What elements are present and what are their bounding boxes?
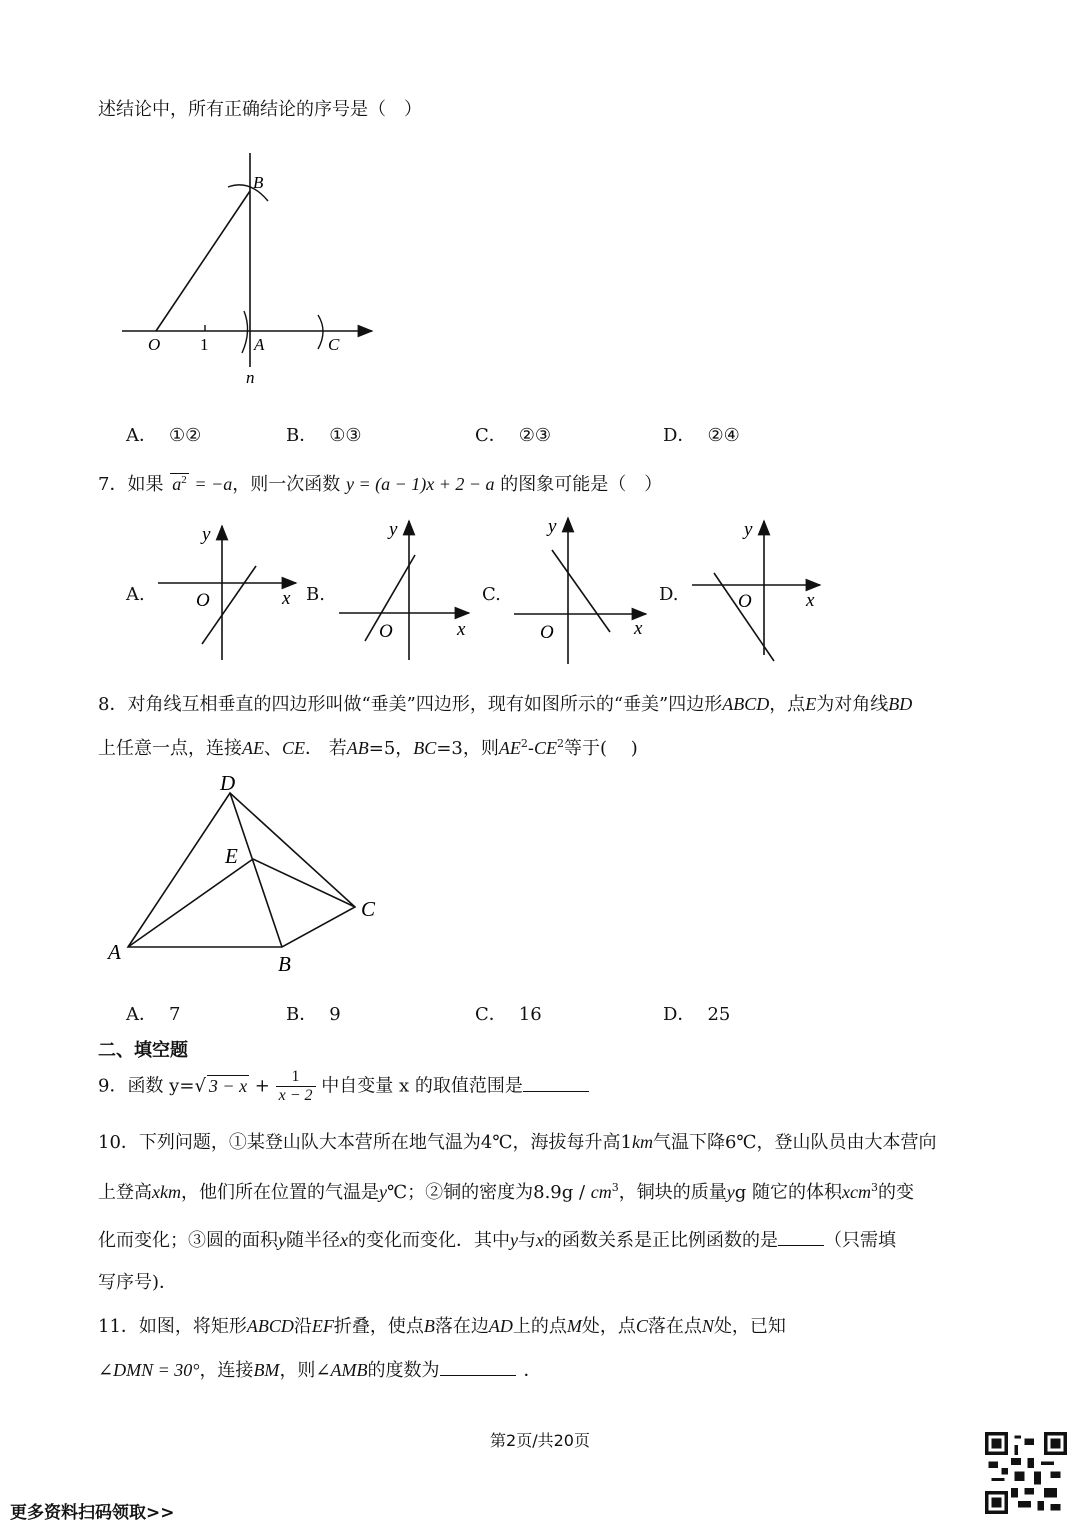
option-text: ①② (169, 425, 202, 446)
option-letter: A． (126, 425, 157, 446)
text: y (378, 1182, 387, 1202)
option-text: ①③ (329, 425, 362, 446)
text: B (423, 1316, 435, 1336)
text: 3 (611, 1181, 619, 1194)
q9-denominator: x − 2 (278, 1087, 313, 1104)
q6-figure (110, 145, 390, 390)
q7-option-c-letter[interactable]: C. (482, 584, 501, 605)
page-number: 第2页/共20页 (490, 1431, 590, 1450)
text: 处，已知 (713, 1316, 786, 1337)
text: ，他们所在位置的气温是 (180, 1182, 379, 1203)
q7-sqrt (170, 473, 189, 495)
q9-prefix: 9．函数 y= (98, 1075, 195, 1097)
text: =5， (368, 738, 414, 759)
text: ，连接 (199, 1360, 254, 1381)
text: ABCD (246, 1316, 294, 1336)
text: y (278, 1230, 286, 1250)
text: EF (311, 1316, 334, 1336)
text: 为对角线 (816, 694, 889, 715)
q7-stem (98, 470, 662, 496)
q9-answer-blank[interactable] (523, 1073, 589, 1092)
text: 的度数为 (367, 1360, 440, 1381)
fig6-label-n: n (246, 368, 255, 387)
q10-line2 (98, 1178, 914, 1204)
q10-line4: 写序号)． (98, 1272, 178, 1293)
text: 、 (264, 738, 282, 759)
fig8-label-d: D (220, 771, 236, 795)
q7-graph-c[interactable] (508, 512, 658, 667)
text: 10．下列问题，①某登山队大本营所在地气温为4℃，海拔每升高1 (98, 1132, 632, 1153)
text: 2 (556, 737, 564, 750)
text: y (510, 1230, 518, 1250)
text: 沿 (293, 1316, 312, 1337)
text: AD (488, 1316, 513, 1336)
qr-code-icon[interactable] (985, 1432, 1067, 1514)
text: 等于( ) (563, 738, 638, 759)
text: 折叠，使点 (333, 1316, 424, 1337)
option-text: ②③ (518, 425, 552, 446)
graph-a-x-label: x (282, 588, 291, 609)
text: 上登高 (98, 1182, 152, 1203)
graph-d-x-label: x (806, 590, 815, 611)
q8-stem-line2 (98, 734, 638, 760)
q9-radicand: 3 − x (208, 1075, 248, 1096)
text: =3，则 (436, 738, 499, 759)
text: - (527, 738, 534, 759)
text: C (635, 1316, 648, 1336)
q6-option-b[interactable] (286, 421, 362, 447)
text: g 随它的体积 (734, 1182, 843, 1203)
q6-tail: 述结论中，所有正确结论的序号是（ ） (98, 99, 422, 120)
text: CE (282, 738, 306, 758)
text: xcm (842, 1182, 872, 1202)
text: BM (253, 1360, 280, 1380)
text: xkm (152, 1182, 181, 1202)
q7-exponent: 2 (181, 474, 187, 486)
q7-graph-b[interactable] (333, 515, 483, 665)
q7-graph-a[interactable] (150, 520, 310, 665)
text: （只需填 (824, 1230, 896, 1251)
text: 的变化而变化．其中 (348, 1230, 510, 1251)
option-letter: C． (475, 425, 507, 446)
q7-option-d-letter[interactable]: D. (659, 584, 679, 605)
q9-stem: 9．函数 y=√ 3 − x + $\frac{1}{x - 2}$ 中自变量 x 的取值范围是 (98, 1068, 589, 1105)
text: 落在边 (434, 1316, 489, 1337)
text: ℃；②铜的密度为8.9g / (386, 1182, 591, 1203)
option-letter: B． (286, 425, 318, 446)
graph-d-y-label: y (744, 519, 753, 540)
q8-option-d[interactable] (663, 1000, 730, 1026)
text: ，铜块的质量 (618, 1182, 727, 1203)
q8-option-c[interactable] (475, 1000, 542, 1026)
option-text: ②④ (707, 425, 740, 446)
q6-option-d[interactable] (663, 421, 740, 447)
text: km (631, 1132, 653, 1152)
text: 2 (520, 737, 528, 750)
q7-number: 7．如果 (98, 474, 164, 495)
fig8-label-a: A (108, 940, 121, 964)
graph-a-y-label: y (202, 524, 211, 545)
text: ，则 (279, 1360, 316, 1381)
text: ，点 (769, 694, 806, 715)
fig6-label-b: B (253, 173, 264, 192)
section-heading: 二、填空题 (98, 1040, 188, 1061)
graph-d-origin: O (738, 591, 752, 612)
q7-tail: 的图象可能是（ ） (500, 474, 663, 495)
q8-figure (100, 765, 400, 980)
q11-answer-blank[interactable] (440, 1357, 516, 1376)
text: ． (523, 1360, 542, 1381)
graph-c-x-label: x (634, 618, 643, 639)
option-letter: A． (126, 1004, 157, 1025)
q7-condition-rhs: = −a (194, 474, 233, 494)
text: 随半径 (286, 1230, 340, 1251)
q7-function: y = (a − 1)x + 2 − a (345, 474, 495, 494)
option-text: 25 (707, 1004, 731, 1025)
text: 气温下降6℃，登山队员由大本营向 (652, 1132, 937, 1153)
option-text: 7 (169, 1004, 181, 1025)
text: CE (533, 738, 557, 758)
text: M (566, 1316, 582, 1336)
fig8-label-c: C (361, 897, 376, 921)
q9-fraction (276, 1068, 316, 1105)
option-letter: D． (663, 1004, 696, 1025)
text: 的函数关系是正比例函数的是 (544, 1230, 778, 1251)
q11-line1 (98, 1312, 786, 1338)
fig6-label-c: C (328, 335, 340, 354)
fig8-label-b: B (278, 952, 291, 976)
text: 上的点 (512, 1316, 567, 1337)
q6-option-c[interactable] (475, 421, 551, 447)
graph-c-origin: O (540, 622, 554, 643)
q7-radicand: a (172, 474, 182, 494)
text: AB (346, 738, 369, 758)
text: AE (498, 738, 521, 758)
more-resources-link[interactable]: 更多资料扫码领取>> (10, 1503, 175, 1523)
text: 11．如图，将矩形 (98, 1316, 247, 1337)
q9-tail: 中自变量 x 的取值范围是 (315, 1075, 523, 1097)
q6-option-a[interactable] (126, 421, 201, 447)
q7-mid: ，则一次函数 (232, 474, 341, 495)
fig8-label-e: E (225, 844, 238, 868)
q10-line3 (98, 1226, 896, 1252)
text: x (536, 1230, 544, 1250)
text: ∠DMN = 30° (98, 1360, 200, 1380)
text: 3 (871, 1181, 879, 1194)
text: cm (590, 1182, 612, 1202)
q8-stem-line1 (98, 690, 912, 716)
text: ． 若 (305, 738, 347, 759)
option-letter: B． (286, 1004, 318, 1025)
text: ABCD (722, 694, 770, 714)
text: 8．对角线互相垂直的四边形叫做“垂美”四边形，现有如图所示的“垂美”四边形 (98, 694, 723, 715)
text: 化而变化；③圆的面积 (98, 1230, 278, 1251)
q10-line1 (98, 1128, 937, 1154)
text: 的变 (878, 1182, 915, 1203)
text: AE (242, 738, 264, 758)
graph-b-x-label: x (457, 619, 466, 640)
text: E (805, 694, 817, 714)
q11-line2 (98, 1356, 542, 1382)
text: BD (888, 694, 913, 714)
q9-numerator: 1 (276, 1068, 316, 1087)
text: y (726, 1182, 735, 1202)
q7-option-a-letter[interactable]: A. (126, 584, 145, 605)
text: 落在点 (647, 1316, 702, 1337)
text: ∠AMB (315, 1360, 368, 1380)
text: BC (413, 738, 437, 758)
q8-option-a[interactable] (126, 1000, 180, 1026)
graph-c-y-label: y (548, 516, 557, 537)
q10-answer-blank[interactable] (778, 1227, 824, 1246)
text: 处，点 (581, 1316, 636, 1337)
graph-a-origin: O (196, 590, 210, 611)
fig6-label-a: A (254, 335, 265, 354)
option-letter: C． (475, 1004, 507, 1025)
graph-b-origin: O (379, 621, 393, 642)
option-text: 16 (518, 1004, 542, 1025)
text: N (701, 1316, 714, 1336)
text: 上任意一点，连接 (98, 738, 242, 759)
fig6-label-o: O (148, 335, 161, 354)
text: x (340, 1230, 348, 1250)
q9-plus: + (249, 1075, 276, 1097)
q7-option-b-letter[interactable]: B. (306, 584, 325, 605)
option-letter: D． (663, 425, 696, 446)
q7-graph-d[interactable] (684, 515, 834, 665)
q8-option-b[interactable] (286, 1000, 341, 1026)
option-text: 9 (329, 1004, 341, 1025)
fig6-label-one: 1 (200, 335, 209, 354)
graph-b-y-label: y (389, 519, 398, 540)
text: 与 (518, 1230, 536, 1251)
